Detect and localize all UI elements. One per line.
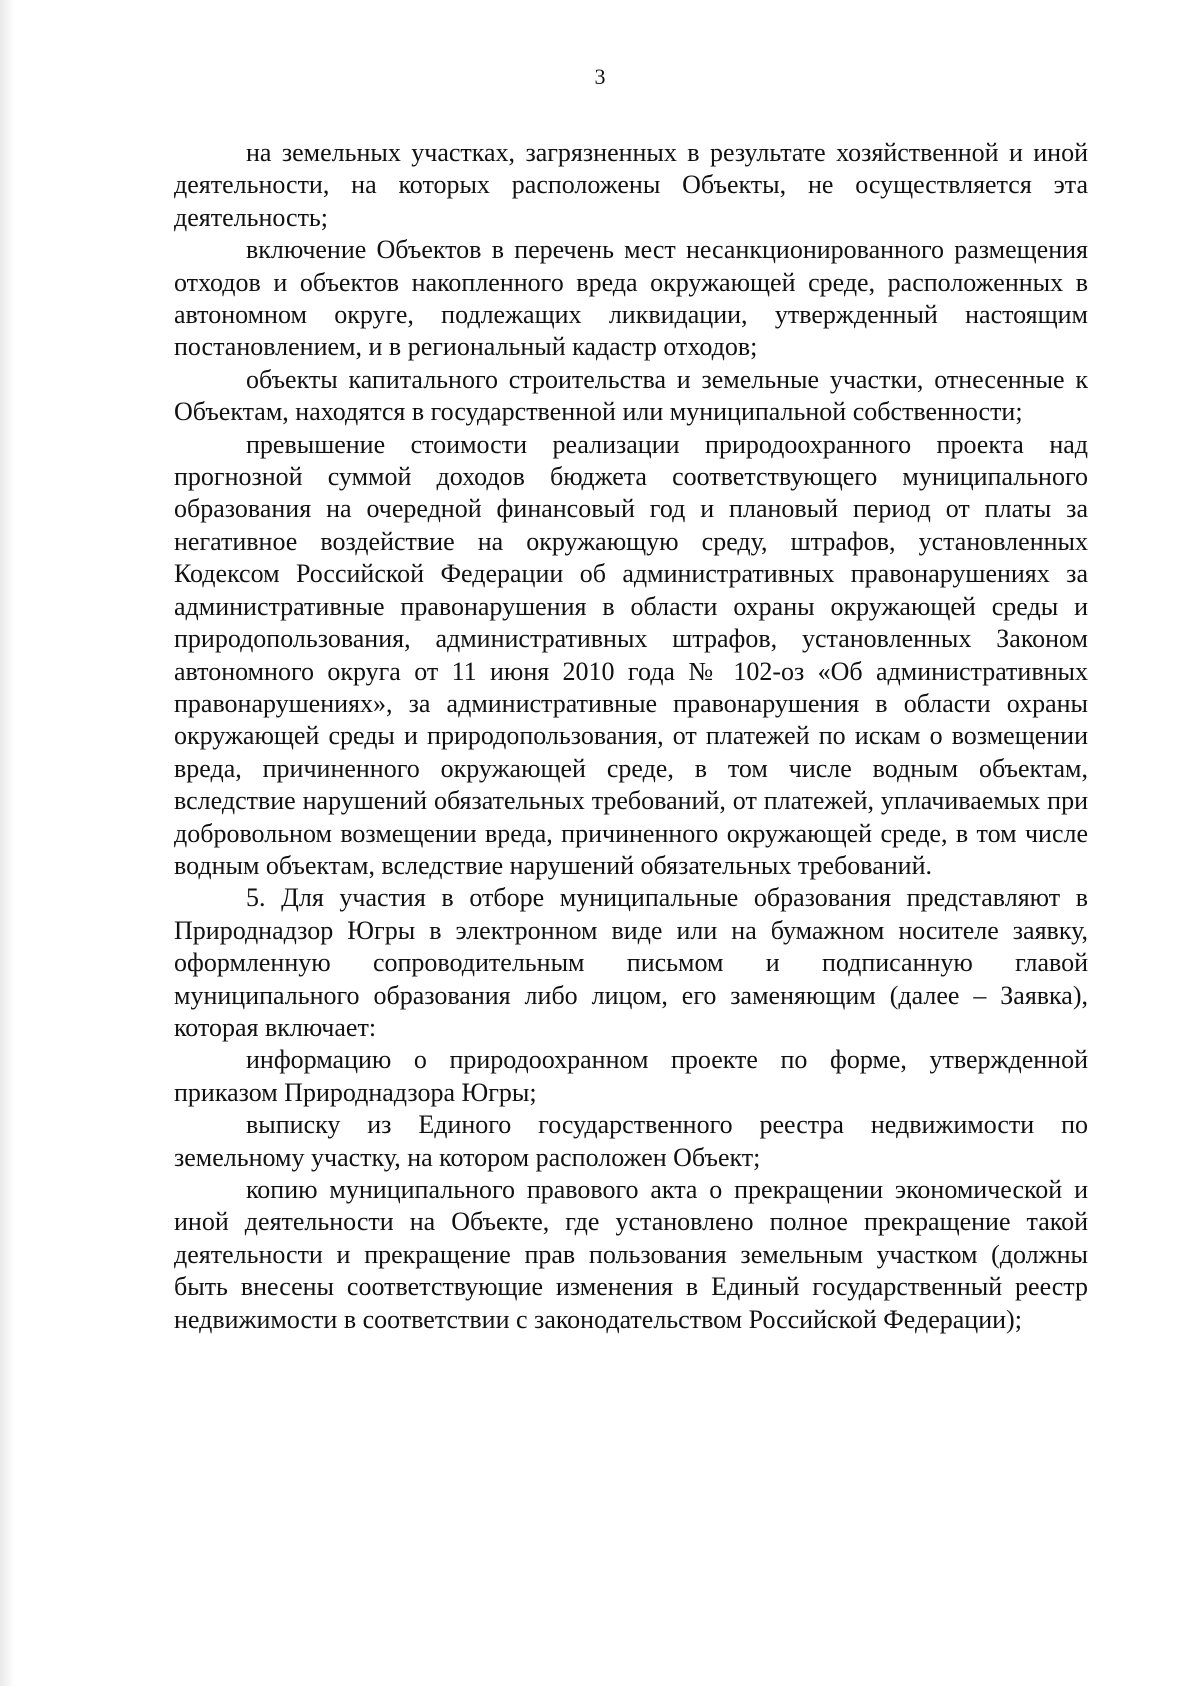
- scan-edge-shadow: [0, 0, 14, 1686]
- paragraph: 5. Для участия в отборе муниципальные образования представляют в Природнадзор Югры в электронном виде или на бумажном носителе заявку, оформленную сопроводительным письмом и подписанную главой муниципального образования либо лицом, его заменяющим (далее – Заявка), которая включает:: [174, 883, 1088, 1042]
- paragraph: информацию о природоохранном проекте по форме, утвержденной приказом Природнадзора Югры;: [174, 1045, 1088, 1107]
- paragraph: объекты капитального строительства и земельные участки, отнесенные к Объектам, находятся в государственной или муниципальной собственности;: [174, 364, 1088, 427]
- paragraph: на земельных участках, загрязненных в результате хозяйственной и иной деятельности, на которых расположены Объекты, не осуществляется эта деятельность;: [174, 138, 1088, 232]
- document-body: [174, 137, 1088, 1336]
- paragraph: выписку из Единого государственного реестра недвижимости по земельному участку, на котором расположен Объект;: [174, 1110, 1088, 1172]
- paragraph: копию муниципального правового акта о прекращении экономической и иной деятельности на Объекте, где установлено полное прекращение такой деятельности и прекращение прав пользования земельным участком (должны быть внесены соответствующие изменения в Единый государственный реестр недвижимости в соответствии с законодательством Российской Федерации);: [174, 1175, 1088, 1334]
- paragraph: превышение стоимости реализации природоохранного проекта над прогнозной суммой доходов бюджета соответствующего муниципального образования на очередной финансовый год и плановый период от платы за негативное воздействие на окружающую среду, штрафов, установленных Кодексом Российской Федерации об административных правонарушениях за административные правонарушения в области охраны окружающей среды и природопользования, административных штрафов, установленных Законом автономного округа от 11 июня 2010 года № 102-оз «Об административных правонарушениях», за административные правонарушения в области охраны окружающей среды и природопользования, от платежей по искам о возмещении вреда, причиненного окружающей среде, в том числе водным объектам, вследствие нарушений обязательных требований, от платежей, уплачиваемых при добровольном возмещении вреда, причиненного окружающей среде, в том числе водным объектам, вследствие нарушений обязательных требований.: [174, 429, 1088, 880]
- page-number: 3: [594, 64, 606, 89]
- paragraph: включение Объектов в перечень мест несанкционированного размещения отходов и объектов накопленного вреда окружающей среде, расположенных в автономном округе, подлежащих ликвидации, утвержденный настоящим постановлением, и в региональный кадастр отходов;: [174, 235, 1088, 362]
